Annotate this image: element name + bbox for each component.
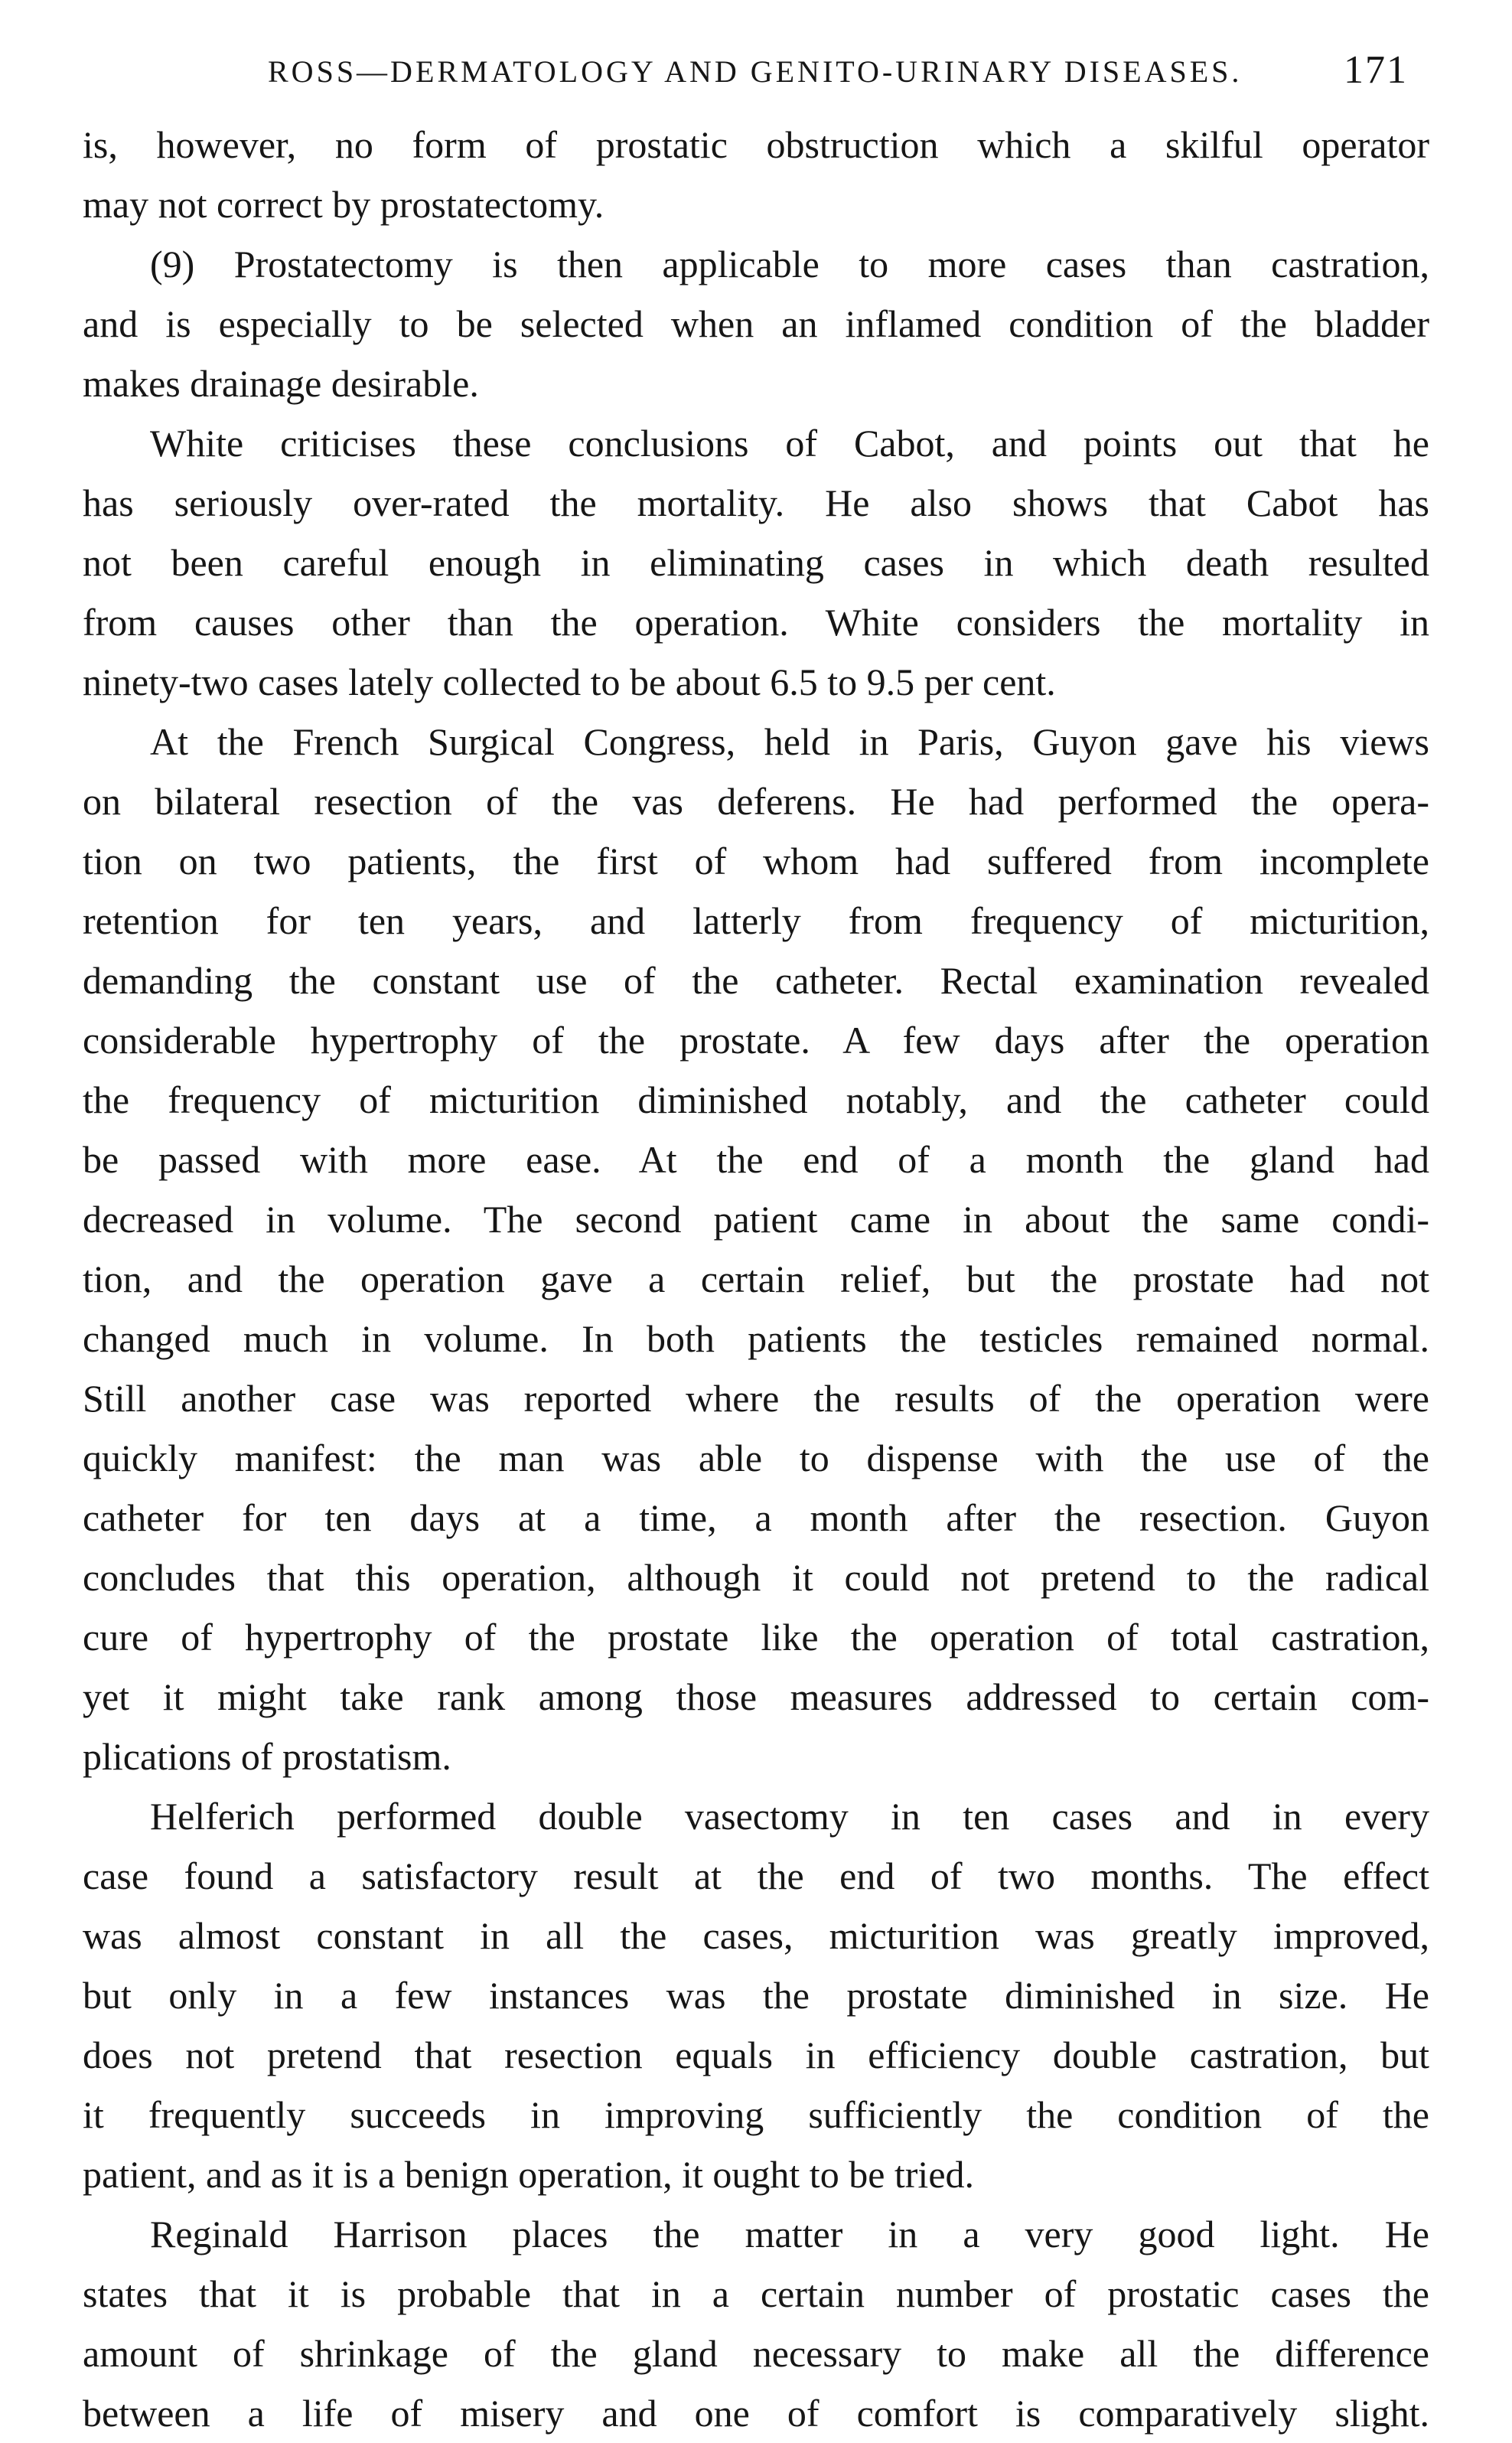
text-line: ninety-two cases lately collected to be about 6.5 to 9.5 per cent.	[83, 660, 1056, 703]
text-line: cure of hypertrophy of the prostate like the operation of total castration,	[83, 1616, 1429, 1659]
text-line: between a life of misery and one of comfort is comparatively slight.	[83, 2392, 1429, 2435]
text-line: it frequently succeeds in improving sufficiently the condition of the	[83, 2093, 1429, 2136]
text-line: changed much in volume. In both patients the testicles remained normal.	[83, 1317, 1429, 1360]
text-line: not been careful enough in eliminating cases in which death resulted	[83, 541, 1429, 584]
text-line: does not pretend that resection equals in efficiency double castration, but	[83, 2034, 1429, 2076]
text-line: case found a satisfactory result at the end of two months. The effect	[83, 1854, 1429, 1897]
text-line: decreased in volume. The second patient came in about the same condi-	[83, 1198, 1429, 1241]
text-line: the frequency of micturition diminished notably, and the catheter could	[83, 1078, 1429, 1121]
text-line: may not correct by prostatectomy.	[83, 183, 604, 226]
text-line: amount of shrinkage of the gland necessary to make all the difference	[83, 2332, 1429, 2375]
text-line: is, however, no form of prostatic obstruction which a skilful operator	[83, 123, 1429, 166]
text-line: demanding the constant use of the catheter. Rectal examination revealed	[83, 959, 1429, 1002]
text-line: has seriously over-rated the mortality. He also shows that Cabot has	[83, 481, 1429, 524]
text-line: states that it is probable that in a certain number of prostatic cases the	[83, 2272, 1429, 2315]
text-line: White criticises these conclusions of Cabot, and points out that he	[150, 422, 1429, 465]
text-line: makes drainage desirable.	[83, 362, 479, 405]
text-line: considerable hypertrophy of the prostate. A few days after the operation	[83, 1019, 1429, 1062]
text-line: At the French Surgical Congress, held in Paris, Guyon gave his views	[150, 720, 1429, 763]
text-line: yet it might take rank among those measures addressed to certain com-	[83, 1675, 1429, 1718]
text-line: and is especially to be selected when an inflamed condition of the bladder	[83, 302, 1429, 345]
page-header	[77, 44, 1435, 106]
text-line: concludes that this operation, although it could not pretend to the radical	[83, 1556, 1429, 1599]
text-line: from causes other than the operation. White considers the mortality in	[83, 601, 1429, 644]
text-line: (9) Prostatectomy is then applicable to more cases than castration,	[150, 243, 1429, 285]
text-line: plications of prostatism.	[83, 1735, 451, 1778]
text-line: tion on two patients, the first of whom had suffered from incomplete	[83, 840, 1429, 882]
running-head: ROSS—DERMATOLOGY AND GENITO-URINARY DISEASES.	[268, 54, 1243, 89]
text-line: on bilateral resection of the vas deferens. He had performed the opera-	[83, 780, 1429, 823]
text-line: was almost constant in all the cases, micturition was greatly improved,	[83, 1914, 1429, 1957]
text-line: catheter for ten days at a time, a month after the resection. Guyon	[83, 1496, 1429, 1539]
body-text	[83, 115, 1429, 2443]
page-number: 171	[1344, 48, 1408, 92]
text-line: quickly manifest: the man was able to dispense with the use of the	[83, 1437, 1429, 1479]
text-line: be passed with more ease. At the end of a month the gland had	[83, 1138, 1429, 1181]
text-line: Reginald Harrison places the matter in a very good light. He	[150, 2213, 1429, 2255]
text-line: patient, and as it is a benign operation, it ought to be tried.	[83, 2153, 975, 2196]
text-line: retention for ten years, and latterly from frequency of micturition,	[83, 899, 1429, 942]
text-line: tion, and the operation gave a certain relief, but the prostate had not	[83, 1257, 1429, 1300]
text-line: but only in a few instances was the prostate diminished in size. He	[83, 1974, 1429, 2017]
text-line: Helferich performed double vasectomy in ten cases and in every	[150, 1795, 1429, 1838]
text-line: Still another case was reported where the results of the operation were	[83, 1377, 1429, 1420]
